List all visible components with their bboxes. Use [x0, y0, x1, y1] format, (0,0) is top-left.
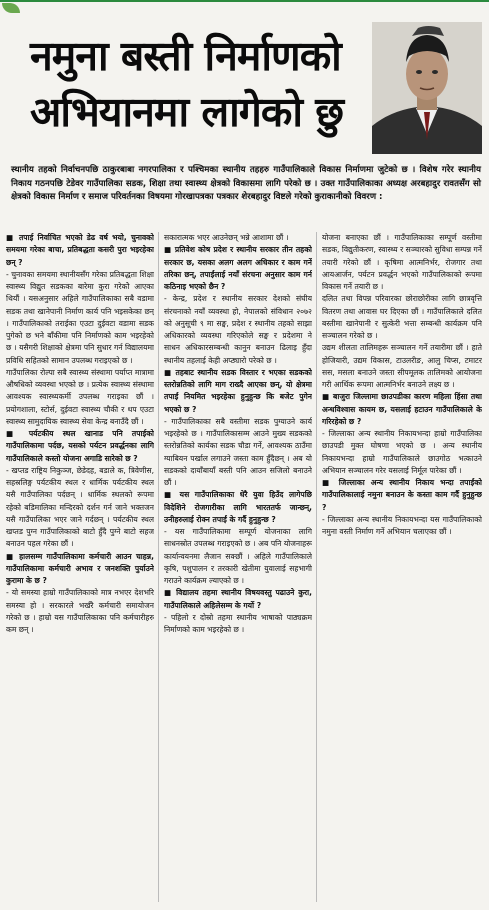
interview-question: ■ विद्यालय तहमा स्थानीय विषयवस्तु पढाउने कुरा, गाउँपालिकाले अहिलेसम्म के गर्यो ? — [164, 588, 312, 610]
interview-answer: - यो समस्या हाम्रो गाउँपालिकाको मात्र नभएर देशभरि समस्या हो । सरकारले भर्खरै कर्मचारी समायोजन गरेको छ । हाम्रो यस गाउँपालिकाका पनि कर्मचारीहरु कम छन् । — [6, 588, 154, 634]
interview-question: ■ बाजुरा जिल्लामा छाउपडीका कारण महिला हिंसा तथा अन्धविश्वास कायम छ, यसलाई हटाउन गाउँपालिकाले के गरिरहेको छ ? — [322, 392, 482, 426]
interview-answer: - पहिलो र दोस्रो तहमा स्थानीय भाषाको पाठ्यक्रम निर्माणको काम भइरहेको छ । — [164, 612, 312, 634]
interview-answer: - खप्तड राष्ट्रिय निकुञ्ज, छेडेदह, बडाले क, त्रिवेणीस, सहस्रलिङ्ग पर्यटकीय स्थल र धार्मिक पर्यटकीय स्थल यसै गाउँपालिका पर्दछन् । धार्मिक स्थलको रूपमा रहेको बडिमालिका मन्दिरको दर्शन गर्न जाने भक्तजन यसै गाउँपालिका भएर जाने गर्दछन् । पर्यटकीय स्थल खप्तड पुग्न गाउँपालिकाको बाटो हुँदै पुग्ने बाटो सहज बनाउन पहल गरेका छौं । — [6, 465, 154, 549]
interview-answer: - केन्द्र, प्रदेश र स्थानीय सरकार देशको संघीय संरचनाको नयाँ व्यवस्था हो, नेपालको संविधान २०७२ को अनुसूची ९ मा सङ्घ, प्रदेश र स्थानीय तहको साझा अधिकारको व्यवस्था गरिएकोले सङ्घ र प्रदेशमा ने साधन अधिकारसम्बन्धी कानुन बनाउन ढिलाइ हुँदा स्थानीय तहलाई केही अप्ठ्यारो परेको छ । — [164, 294, 312, 365]
interview-question: ■ यस गाउँपालिकाका धेरै युवा हिउँद लागेपछि विदेशिने रोजगारीका लागि भारततर्फ जान्छन्, उनीहरुलाई रोक्न तपाईं के गर्दै हुनुहुन्छ ? — [164, 490, 312, 524]
interview-question: ■ तपाई निर्वाचित भएको डेढ वर्ष भयो, चुनावको समयमा गरेका बाचा, प्रतिबद्धता कसरी पुरा भइरहेका छन् ? — [6, 233, 154, 267]
interview-answer: सकारात्मक भएर आउनेछन् भन्ने आशामा छौं । — [164, 233, 289, 242]
interview-answer: - गाउँपालिकाका सबै वस्तीमा सडक पुग्याउने कार्य भइरहेको छ । गाउँपालिकासम्म आउने मुख्य सडकको स्तरोन्नतिको कार्यका सडक चौडा गर्ने, आवश्यक ठाउँमा ग्याबियन पर्खाल लगाउने जस्ता काम हुँदैछन् । अब यो सडकको दायाँबायाँ बस्ती पनि आउन सजिलो बनाउने छौं । — [164, 416, 312, 487]
leaf-icon — [2, 3, 20, 13]
column-divider — [316, 232, 317, 902]
interview-question: ■ तहबाट स्थानीय सडक विस्तार र भएका सडकको स्तरोन्नतिको लागि माग राख्दै आएका छन्, यो क्षेत्रमा तपाईं नियमित भइरहेका हुनुहुन्छ कि बजेट पुगेन भएको छ ? — [164, 367, 312, 414]
interview-answer: उद्यम शीलता तालिमहरू सञ्चालन गर्ने तयारीमा छौं । हाते होजियारी, उद्यम विकास, टाउलरीङ, आलु चिप्स, टमाटर सस, मसला बनाउने जस्ता सीपमूलक तालिमको आयोजना गरी आर्थिक रूपमा आत्मनिर्भर बनाउने लक्ष्य छ । — [322, 343, 482, 389]
article-column-1 — [6, 232, 154, 902]
top-color-strip — [0, 0, 489, 2]
lede-paragraph: स्थानीय तहको निर्वाचनपछि ठाकुरबाबा नगरपालिका र पश्चिमका स्थानीय तहहरु गाउँपालिकाले विकास निर्माणमा जुटेको छ । विशेष गरेर स्थानीय निकाय गठनपछि टेडेवर गाउँपालिका सडक, शिक्षा तथा स्वास्थ्य क्षेत्रको विकासमा लागि परेको छ । उक्त गाउँपालिकाका अध्यक्ष अरबहादुर रावतसँग सो क्षेत्रको विकास निर्माण र समाज परिवर्तनका विषयमा गोरखापत्रका पत्रकार शेरबहादुर विष्टले गरेको कुराकानीको विवरण : — [11, 165, 481, 203]
interview-answer: - जिल्लाका अन्य स्थानीय निकायभन्दा हाम्रो गाउँपालिका छाउपडी मुक्त घोषणा भएको छ । अन्य स्थानीय निकायभन्दा हाम्रो गाउँपालिकाले छाउगोठ भत्काउने अभियान सञ्चालन गरेर यसलाई निर्मूल पारेका छौं । — [322, 429, 482, 475]
interview-answer: योजना बनाएका छौं । गाउँपालिकाका सम्पूर्ण वस्तीमा सडक, विद्युतीकरण, स्वास्थ्य र सञ्चारको सुविधा सम्पन्न गर्ने तयारी गरेको छौं । कृषिमा आत्मनिर्भर, रोजगार तथा आयआर्जन, पर्यटन प्रवर्द्धन भएको गाउँपालिकाको रूपमा विकास गर्ने तयारी छ । — [322, 233, 482, 291]
interview-question: ■ पर्यटकीय स्थल खानाड पनि तपाईको गाउँपालिकामा पर्दछ, यसको पर्यटन प्रवर्द्धनका लागि गाउँपालिकाले कस्तो योजना अगाडि सारेको छ ? — [6, 429, 154, 463]
interview-question: ■ जिल्लाका अन्य स्थानीय निकाय भन्दा तपाईंको गाउँपालिकालाई नमुना बनाउन के कस्ता काम गर्दै हुनुहुन्छ ? — [322, 478, 482, 512]
interview-answer: - चुनावका समयमा स्थानीयसँग गरेका प्रतिबद्धता शिक्षा स्वास्थ्य विद्युत सडकका बारेमा कुरा गरेकोे आएका थियौं । यसअनुसार अहिले गाउँपालिकाका सबै वडामा सडक तथा खानेपानी निर्माण कार्य पनि भइसकेका छन् । गाउँपालिकाको तराईका एउटा दुईवटा वडामा सडक पुगेको छ भने बाँकीमा पनि निर्माणको काम भइरहेको छ । यसैगरी शिक्षाको क्षेत्रमा पनि सुधार गर्न विद्यालयमा प्रविधि सहितको सामान उपलब्ध गराइएको छ । — [6, 269, 154, 365]
interview-answer: दलित तथा विपन्न परिवारका छोराछोरीका लागि छात्रवृत्ति वितरण तथा आवास घर दिएका छौं । गाउँपालिकाले दलित बस्तीमा खानेपानी र सुत्केरी भत्ता सम्बन्धी कार्यक्रम पनि सञ्चालन गरेको छ । — [322, 294, 482, 340]
article-column-2 — [164, 232, 312, 902]
interview-answer: गाउँपालिका रोल्पा सबै स्वास्थ्य संस्थामा पर्याप्त मात्रामा औषधिको व्यवस्था भएको छ । प्रत्येक स्वास्थ्य संस्थामा आवश्यक स्वास्थ्यकर्मी उपलब्ध गराइका छौं । प्रयोगशाला, स्टोर्स, दुईवटा स्वास्थ्य चौकी र थप एउटा स्वास्थ्य सामुदायिक स्वास्थ्य सेवा केन्द्र बनाउँदै छौं । — [6, 367, 154, 426]
headline-line-1: नमुना बस्ती निर्माणको — [30, 32, 341, 80]
interview-question: ■ प्रतिवेश कोष प्रदेश र स्थानीय सरकार तीन तहको सरकार छ, यसका अलग अलग अधिकार र काम गर्ने तरिका छन्, तपाईंलाई नयाँ संरचना अनुसार काम गर्न कठिनाइ भएको छैन ? — [164, 245, 312, 291]
portrait-photo — [372, 22, 482, 154]
headline — [24, 26, 369, 168]
column-divider — [158, 232, 159, 902]
interview-answer: - जिल्लाका अन्य स्थानीय निकायभन्दा यस गाउँपालिकाको नमुना वस्ती निर्माण गर्ने अभियान चलाएका छौं । — [322, 514, 482, 536]
interview-answer: - यस गाउँपालिकामा सम्पूर्ण योजनाका लागि साधनस्रोत उपलब्ध गराइएको छ । अब पनि योजनाहरू कार्यान्वयनमा लैजान सक्छौं । अहिले गाउँपालिकाले कृषि, पशुपालन र तरकारी खेतीमा युवालाई सहभागी गराउने कार्यक्रम ल्याएको छ । — [164, 527, 312, 585]
top-bar — [0, 0, 489, 14]
headline-line-2: अभियानमा लागेको छु — [30, 88, 343, 136]
interview-question: ■ हालसम्म गाउँपालिकामा कर्मचारी आउन चाहन्न, गाउँपालिकामा कर्मचारी अभाव र जनशक्ति पुर्याउने कुरामा के छ ? — [6, 551, 154, 585]
article-column-3 — [322, 232, 482, 902]
